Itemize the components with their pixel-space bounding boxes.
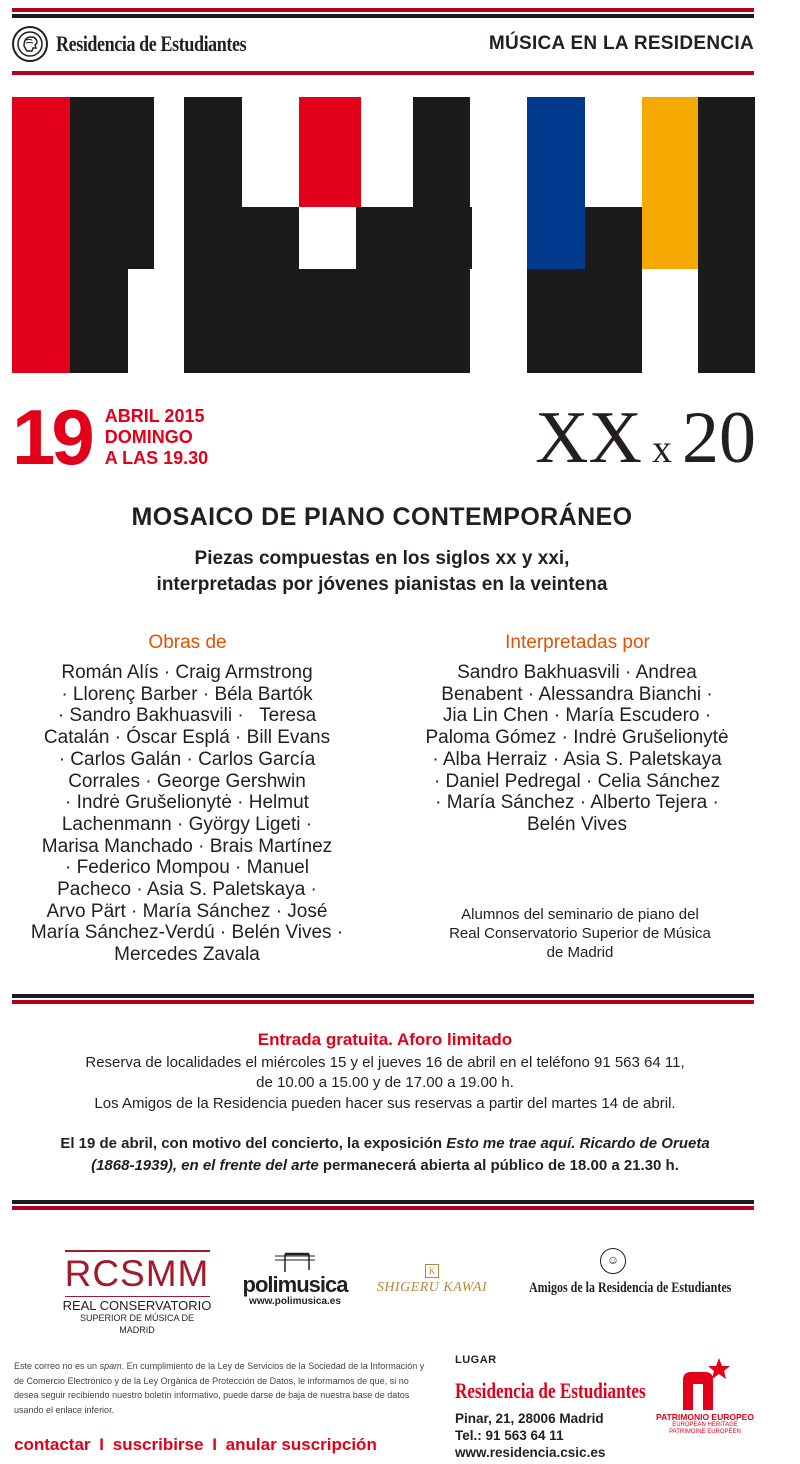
key-red-1 xyxy=(12,97,70,373)
european-heritage-icon xyxy=(675,1356,735,1412)
composer-line: Mercedes Zavala xyxy=(114,944,260,966)
shigeru-kawai-logo[interactable] xyxy=(372,1264,492,1296)
interpretes-heading: Interpretadas por xyxy=(505,632,650,653)
contact-link[interactable]: contactar xyxy=(14,1435,91,1454)
lower-divider xyxy=(12,1200,754,1210)
venue-name[interactable]: Residencia de Estudiantes xyxy=(455,1378,646,1403)
polimusica-logo-text: polimusica xyxy=(242,1272,348,1297)
concert-title: MOSAICO DE PIANO CONTEMPORÁNEO xyxy=(131,503,633,531)
performer-line: · Daniel Pedregal · Celia Sánchez xyxy=(433,770,721,792)
key-red-2 xyxy=(299,97,361,207)
composer-line: Marisa Manchado · Brais Martínez xyxy=(41,835,333,857)
performer-line: Belén Vives xyxy=(527,813,627,835)
subtitle-line-2: interpretadas por jóvenes pianistas en la veintena xyxy=(156,574,608,595)
composer-line: · Federico Mompou · Manuel xyxy=(65,857,309,879)
interpretes-note xyxy=(400,905,760,962)
composer-line: · Carlos Galán · Carlos García xyxy=(58,748,316,770)
venue-label: LUGAR xyxy=(455,1354,497,1366)
performer-note-line: Alumnos del seminario de piano del xyxy=(461,906,699,923)
unsubscribe-link[interactable]: anular suscripción xyxy=(225,1435,377,1454)
expo-post: permanecerá abierta al público de 18.00 a 21.30 h. xyxy=(318,1157,679,1174)
rcsmm-line-1: REAL CONSERVATORIO xyxy=(62,1298,212,1313)
obras-list xyxy=(2,662,372,966)
key-black-1-stem xyxy=(70,269,128,373)
event-day: 19 xyxy=(12,393,91,481)
performer-line: Benabent · Alessandra Bianchi · xyxy=(441,683,713,705)
venue-web[interactable]: www.residencia.csic.es xyxy=(455,1445,606,1460)
kawai-emblem-icon: K xyxy=(425,1264,439,1278)
obras-heading: Obras de xyxy=(148,632,227,653)
venue-street: Pinar, 21, 28006 Madrid xyxy=(455,1411,604,1426)
event-time: A LAS 19.30 xyxy=(104,448,209,468)
series-x: x xyxy=(652,426,672,471)
entry-info-line-2: de 10.00 a 15.00 y de 17.00 a 19.00 h. xyxy=(256,1074,514,1091)
subscribe-link[interactable]: suscribirse xyxy=(112,1435,204,1454)
entry-info-line-1: Reserva de localidades el miércoles 15 y el jueves 16 de abril en el teléfono 91 563 64 11, xyxy=(85,1054,685,1071)
amigos-text: Amigos de la Residencia de Estudiantes xyxy=(529,1280,732,1296)
spam-word: spam xyxy=(99,1361,122,1371)
legal-notice: Este correo no es un spam. En cumplimiento de la Ley de Servicios de la Sociedad de la Información y de Comercio Electrónico y de la Ley Orgánica de Protección de Datos, le informamos de que, si no desea seguir recibiendo nuestro boletín informativo, puede darse de baja de nuestra base de datos usando el enlace inferior. xyxy=(14,1361,425,1415)
header xyxy=(12,20,754,68)
composer-line: Arvo Pärt · María Sánchez · José xyxy=(46,900,328,922)
polimusica-url: www.polimusica.es xyxy=(249,1296,341,1307)
subtitle-line-1: Piezas compuestas en los siglos xx y xxi, xyxy=(194,548,570,569)
interpretes-list xyxy=(392,662,762,836)
composer-line: Pacheco · Asia S. Paletskaya · xyxy=(57,879,317,901)
link-separator: I xyxy=(99,1435,104,1454)
key-black-6 xyxy=(413,97,470,373)
series-title xyxy=(535,398,756,489)
key-black-4 xyxy=(299,269,358,373)
footer-links xyxy=(14,1435,377,1455)
expo-pre: El 19 de abril, con motivo del concierto, la exposición xyxy=(60,1135,447,1152)
patrimonio-fr: PATRIMOINE EUROPÉEN xyxy=(669,1429,741,1435)
key-black-3 xyxy=(242,207,299,373)
key-black-8 xyxy=(527,269,585,373)
sponsors xyxy=(12,1242,754,1335)
expo-title: Esto me trae aquí. Ricardo de Orueta xyxy=(446,1135,710,1152)
music-note-icon xyxy=(265,1252,325,1274)
performer-note-line: Real Conservatorio Superior de Música xyxy=(449,925,711,942)
key-black-10 xyxy=(698,97,755,373)
performer-line: Paloma Gómez · Indrė Grušelionytė xyxy=(425,727,729,749)
performer-line: · Alba Herraiz · Asia S. Paletskaya xyxy=(432,748,722,770)
amigos-head-icon: ☺ xyxy=(600,1248,626,1274)
key-black-1 xyxy=(70,97,154,269)
section-title: MÚSICA EN LA RESIDENCIA xyxy=(488,33,754,54)
composer-line: · Indrė Grušelionytė · Helmut xyxy=(65,792,309,814)
composer-line: Corrales · George Gershwin xyxy=(68,770,306,792)
performer-note-line: de Madrid xyxy=(546,944,614,961)
key-black-9 xyxy=(585,207,642,373)
composer-line: · Sandro Bakhuasvili · Teresa xyxy=(57,705,317,727)
series-xx: XX xyxy=(535,397,642,479)
rcsmm-line-2: SUPERIOR DE MÚSICA DE MADRID xyxy=(79,1313,195,1335)
polimusica-logo[interactable] xyxy=(240,1252,350,1307)
middle-divider xyxy=(12,994,754,1004)
entry-info-line-3: Los Amigos de la Residencia pueden hacer sus reservas a partir del martes 14 de abril. xyxy=(94,1095,676,1112)
series-20: 20 xyxy=(682,397,756,479)
entry-info-title: Entrada gratuita. Aforo limitado xyxy=(257,1030,513,1049)
composer-line: María Sánchez-Verdú · Belén Vives · xyxy=(30,922,344,944)
residencia-head-logo-icon xyxy=(12,26,48,62)
concert-subtitle xyxy=(0,546,764,598)
composer-line: · Llorenç Barber · Béla Bartók xyxy=(61,683,313,705)
performer-line: Sandro Bakhuasvili · Andrea xyxy=(457,662,697,683)
brand-name: Residencia de Estudiantes xyxy=(56,31,247,56)
patrimonio-title: PATRIMONIO EUROPEO xyxy=(656,1412,754,1422)
kawai-logo-text: SHIGERU KAWAI xyxy=(376,1280,488,1295)
piano-keys-graphic xyxy=(12,97,755,373)
composer-line: Román Alís · Craig Armstrong xyxy=(61,662,313,683)
amigos-logo[interactable] xyxy=(508,1248,732,1297)
performer-line: · María Sánchez · Alberto Tejera · xyxy=(435,792,719,814)
exhibition-note xyxy=(0,1133,770,1177)
composer-line: Catalán · Óscar Esplá · Bill Evans xyxy=(43,727,331,749)
top-divider xyxy=(12,8,754,18)
rcsmm-logo-text: RCSMM xyxy=(64,1253,210,1294)
brand[interactable] xyxy=(12,26,288,62)
event-date xyxy=(12,393,209,481)
key-blue xyxy=(527,97,585,269)
rcsmm-logo[interactable] xyxy=(62,1250,212,1336)
key-yellow xyxy=(642,97,698,269)
european-heritage-logo xyxy=(650,1356,760,1436)
event-date-details xyxy=(105,402,208,469)
performer-line: Jia Lin Chen · María Escudero · xyxy=(442,705,712,727)
header-divider xyxy=(12,71,754,75)
venue-address xyxy=(455,1410,605,1461)
expo-title-2: (1868-1939), en el frente del arte xyxy=(91,1157,319,1174)
patrimonio-en: EUROPEAN HERITAGE xyxy=(672,1422,738,1428)
key-black-11 xyxy=(356,269,413,373)
event-weekday: DOMINGO xyxy=(104,427,193,447)
venue-phone: Tel.: 91 563 64 11 xyxy=(455,1428,564,1443)
event-month-year: ABRIL 2015 xyxy=(104,406,205,426)
link-separator: I xyxy=(212,1435,217,1454)
composer-line: Lachenmann · György Ligeti · xyxy=(61,813,313,835)
key-black-7 xyxy=(470,207,472,269)
